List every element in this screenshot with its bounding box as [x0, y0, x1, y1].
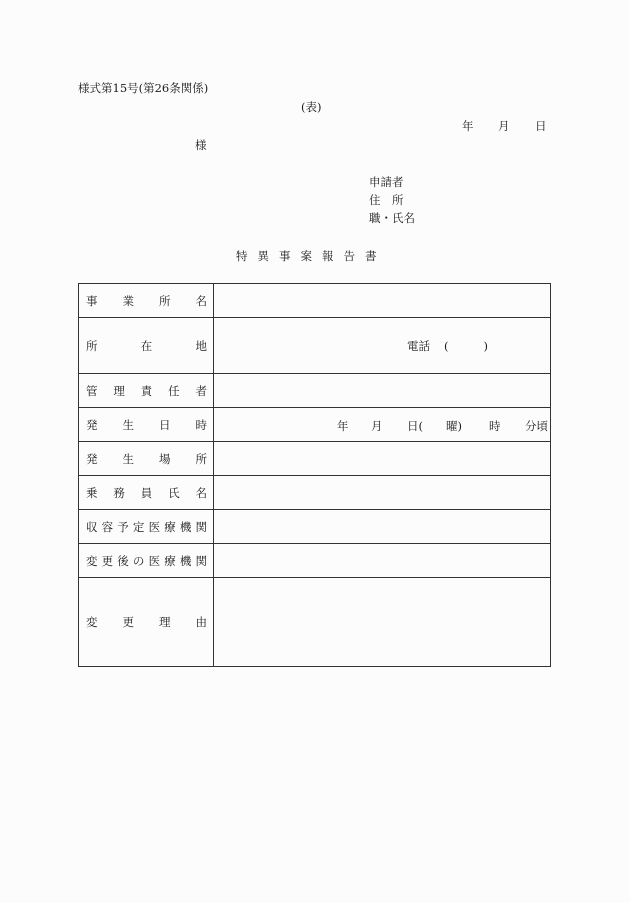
row-label-char: 理 [159, 615, 171, 629]
row-value-field[interactable] [214, 442, 551, 476]
addressee-suffix: 様 [195, 138, 207, 152]
row-label-char: 収 [86, 519, 98, 534]
row-label [79, 417, 213, 433]
table-row [79, 374, 551, 408]
row-label [79, 293, 213, 309]
row-value-field[interactable] [214, 578, 551, 667]
date-year: 年 [462, 119, 474, 133]
phone-paren: ( ) [444, 338, 492, 353]
row-label-char: 定 [132, 519, 145, 534]
datetime-day: 日( [407, 418, 423, 433]
phone-label: 電話 [407, 338, 430, 353]
row-label-char: 氏 [168, 485, 180, 500]
datetime-month: 月 [371, 418, 383, 433]
row-label-cell [79, 318, 214, 374]
row-value-field[interactable] [214, 318, 551, 374]
datetime-year: 年 [337, 418, 349, 433]
row-label-char: 所 [159, 293, 171, 308]
row-label-char: 変 [86, 615, 98, 629]
row-label-char: 変 [86, 553, 98, 568]
row-label-char: 関 [195, 519, 207, 534]
row-label-char: 発 [86, 451, 98, 466]
applicant-name-label: 職・氏名 [369, 211, 415, 225]
row-label [79, 451, 213, 467]
row-label-cell [79, 442, 214, 476]
row-label-char: 在 [140, 338, 153, 353]
date-month: 月 [498, 119, 510, 133]
form-number: 様式第15号(第26条関係) [78, 81, 209, 95]
datetime-minute: 分頃 [525, 418, 548, 433]
row-label-cell [79, 284, 214, 318]
row-label-char: 所 [195, 451, 207, 466]
row-label-char: 生 [122, 417, 134, 432]
row-label-char: 場 [159, 451, 171, 466]
row-label-char: 機 [179, 519, 192, 534]
table-row [79, 544, 551, 578]
table-row [79, 408, 551, 442]
row-label-char: 関 [195, 553, 207, 568]
row-label [79, 485, 213, 501]
row-value-field[interactable] [214, 544, 551, 578]
datetime-hour: 時 [489, 418, 501, 433]
applicant-address-label: 住 所 [369, 193, 404, 207]
row-value-field[interactable] [214, 510, 551, 544]
row-value-field[interactable] [214, 408, 551, 442]
row-label-char: 管 [86, 383, 98, 398]
row-label-char: 発 [86, 417, 98, 432]
row-value-field[interactable] [214, 476, 551, 510]
row-label-char: 療 [164, 519, 176, 534]
table-row [79, 284, 551, 318]
row-label-char: 者 [195, 383, 207, 398]
table-row [79, 318, 551, 374]
row-label-cell [79, 476, 214, 510]
row-label-cell [79, 374, 214, 408]
row-value-field[interactable] [214, 374, 551, 408]
row-label-char: 所 [86, 338, 98, 353]
row-label [79, 519, 213, 535]
applicant-label: 申請者 [369, 175, 404, 189]
row-label [79, 553, 213, 569]
row-label-cell [79, 510, 214, 544]
row-label-char: 理 [113, 383, 125, 398]
row-value-field[interactable] [214, 284, 551, 318]
row-label-char: 員 [140, 485, 153, 500]
row-label [79, 338, 213, 354]
side-indicator: (表) [301, 100, 322, 114]
row-label-char: 乗 [86, 485, 98, 500]
phone-field [407, 338, 492, 354]
row-label-char: 日 [159, 417, 171, 432]
row-label-char: 予 [117, 519, 129, 534]
table-row [79, 578, 551, 667]
row-label-cell [79, 578, 214, 667]
row-label-char: 責 [140, 383, 153, 398]
report-table [78, 283, 551, 667]
datetime-weekday: 曜) [446, 418, 462, 433]
row-label-char: 機 [179, 553, 192, 568]
row-label [79, 383, 213, 399]
row-label-char: 地 [195, 338, 207, 353]
row-label-char: 更 [101, 553, 114, 568]
document-title: 特異事案報告書 [236, 249, 387, 263]
row-label-char: 容 [101, 519, 114, 534]
row-label-char: の [132, 553, 145, 568]
table-row [79, 476, 551, 510]
row-label-char: 後 [117, 553, 129, 568]
row-label-char: 業 [122, 293, 134, 308]
row-label-char: 時 [195, 417, 207, 432]
row-label-char: 更 [122, 615, 134, 629]
row-label-char: 生 [122, 451, 134, 466]
row-label-char: 由 [195, 615, 207, 629]
table-row [79, 510, 551, 544]
table-row [79, 442, 551, 476]
row-label-char: 名 [195, 485, 207, 500]
row-label-cell [79, 408, 214, 442]
date-day: 日 [535, 119, 547, 133]
row-label-char: 医 [148, 553, 161, 568]
row-label-char: 療 [164, 553, 176, 568]
row-label-char: 任 [168, 383, 180, 398]
row-label [79, 614, 213, 630]
row-label-cell [79, 544, 214, 578]
row-label-char: 医 [148, 519, 161, 534]
row-label-char: 務 [113, 485, 125, 500]
row-label-char: 名 [195, 293, 207, 308]
row-label-char: 事 [86, 293, 98, 308]
